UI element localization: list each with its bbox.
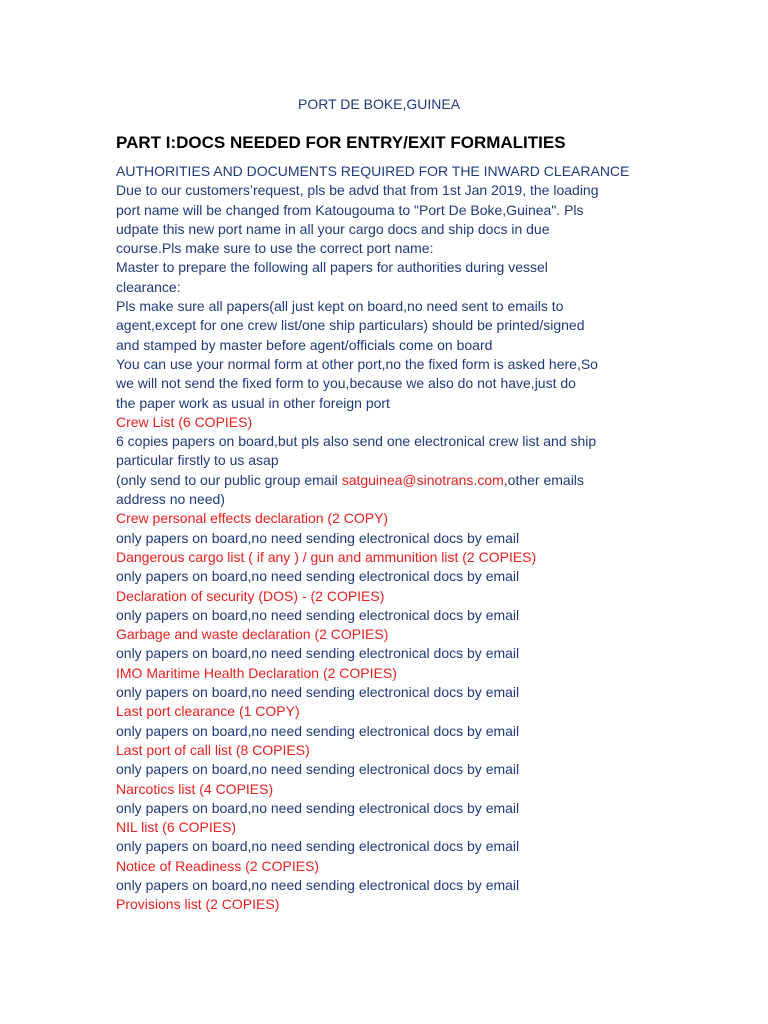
item-note: only papers on board,no need sending electronical docs by email xyxy=(116,684,520,701)
item-heading: Garbage and waste declaration (2 COPIES) xyxy=(116,626,389,643)
crew-list-email-prefix: (only send to our public group email xyxy=(116,471,342,488)
item-heading: Dangerous cargo list ( if any ) / gun and ammunition list (2 COPIES) xyxy=(116,548,537,565)
crew-list-email-line xyxy=(116,471,656,490)
intro-line: You can use your normal form at other port,no the fixed form is asked here,So xyxy=(116,355,598,372)
intro-line: we will not send the fixed form to you,because we also do not have,just do xyxy=(116,375,576,392)
item-heading: Crew personal effects declaration (2 COPY) xyxy=(116,510,389,527)
intro-line: the paper work as usual in other foreign port xyxy=(116,394,390,411)
intro-line: Due to our customers’request, pls be advd that from 1st Jan 2019, the loading xyxy=(116,182,599,199)
part-heading: PART I:DOCS NEEDED FOR ENTRY/EXIT FORMALITIES xyxy=(116,133,566,152)
group-email-link[interactable]: satguinea@sinotrans.com xyxy=(341,471,504,488)
item-heading: Provisions list (2 COPIES) xyxy=(116,896,280,913)
intro-line: and stamped by master before agent/officials come on board xyxy=(116,336,493,353)
crew-list-heading: Crew List (6 COPIES) xyxy=(116,413,253,430)
crew-list-note: address no need) xyxy=(116,491,225,508)
crew-list-email-suffix: ,other emails xyxy=(503,471,584,488)
item-heading: Last port clearance (1 COPY) xyxy=(116,703,300,720)
item-note: only papers on board,no need sending electronical docs by email xyxy=(116,606,520,623)
intro-line: course.Pls make sure to use the correct port name: xyxy=(116,240,434,257)
intro-line: udpate this new port name in all your cargo docs and ship docs in due xyxy=(116,220,550,237)
intro-line: Master to prepare the following all papers for authorities during vessel xyxy=(116,259,548,276)
item-note: only papers on board,no need sending electronical docs by email xyxy=(116,876,520,893)
item-note: only papers on board,no need sending electronical docs by email xyxy=(116,722,520,739)
intro-line: agent,except for one crew list/one ship particulars) should be printed/signed xyxy=(116,317,585,334)
document-body xyxy=(116,162,656,915)
item-note: only papers on board,no need sending electronical docs by email xyxy=(116,838,520,855)
item-note: only papers on board,no need sending electronical docs by email xyxy=(116,799,520,816)
item-heading: Declaration of security (DOS) - (2 COPIES) xyxy=(116,587,385,604)
intro-line: Pls make sure all papers(all just kept on board,no need sent to emails to xyxy=(116,298,564,315)
port-title: PORT DE BOKE,GUINEA xyxy=(298,96,461,112)
intro-line: AUTHORITIES AND DOCUMENTS REQUIRED FOR THE INWARD CLEARANCE xyxy=(116,163,630,179)
crew-list-note: 6 copies papers on board,but pls also send one electronical crew list and ship xyxy=(116,433,597,450)
item-note: only papers on board,no need sending electronical docs by email xyxy=(116,645,520,662)
crew-list-note: particular firstly to us asap xyxy=(116,452,279,469)
item-note: only papers on board,no need sending electronical docs by email xyxy=(116,761,520,778)
item-heading: NIL list (6 COPIES) xyxy=(116,819,237,836)
intro-line: port name will be changed from Katougouma to "Port De Boke,Guinea". Pls xyxy=(116,201,584,218)
item-note: only papers on board,no need sending electronical docs by email xyxy=(116,568,520,585)
item-heading: Notice of Readiness (2 COPIES) xyxy=(116,857,320,874)
item-heading: IMO Maritime Health Declaration (2 COPIES) xyxy=(116,664,397,681)
item-heading: Narcotics list (4 COPIES) xyxy=(116,780,274,797)
item-note: only papers on board,no need sending electronical docs by email xyxy=(116,529,520,546)
item-heading: Last port of call list (8 COPIES) xyxy=(116,741,310,758)
intro-line: clearance: xyxy=(116,278,181,295)
